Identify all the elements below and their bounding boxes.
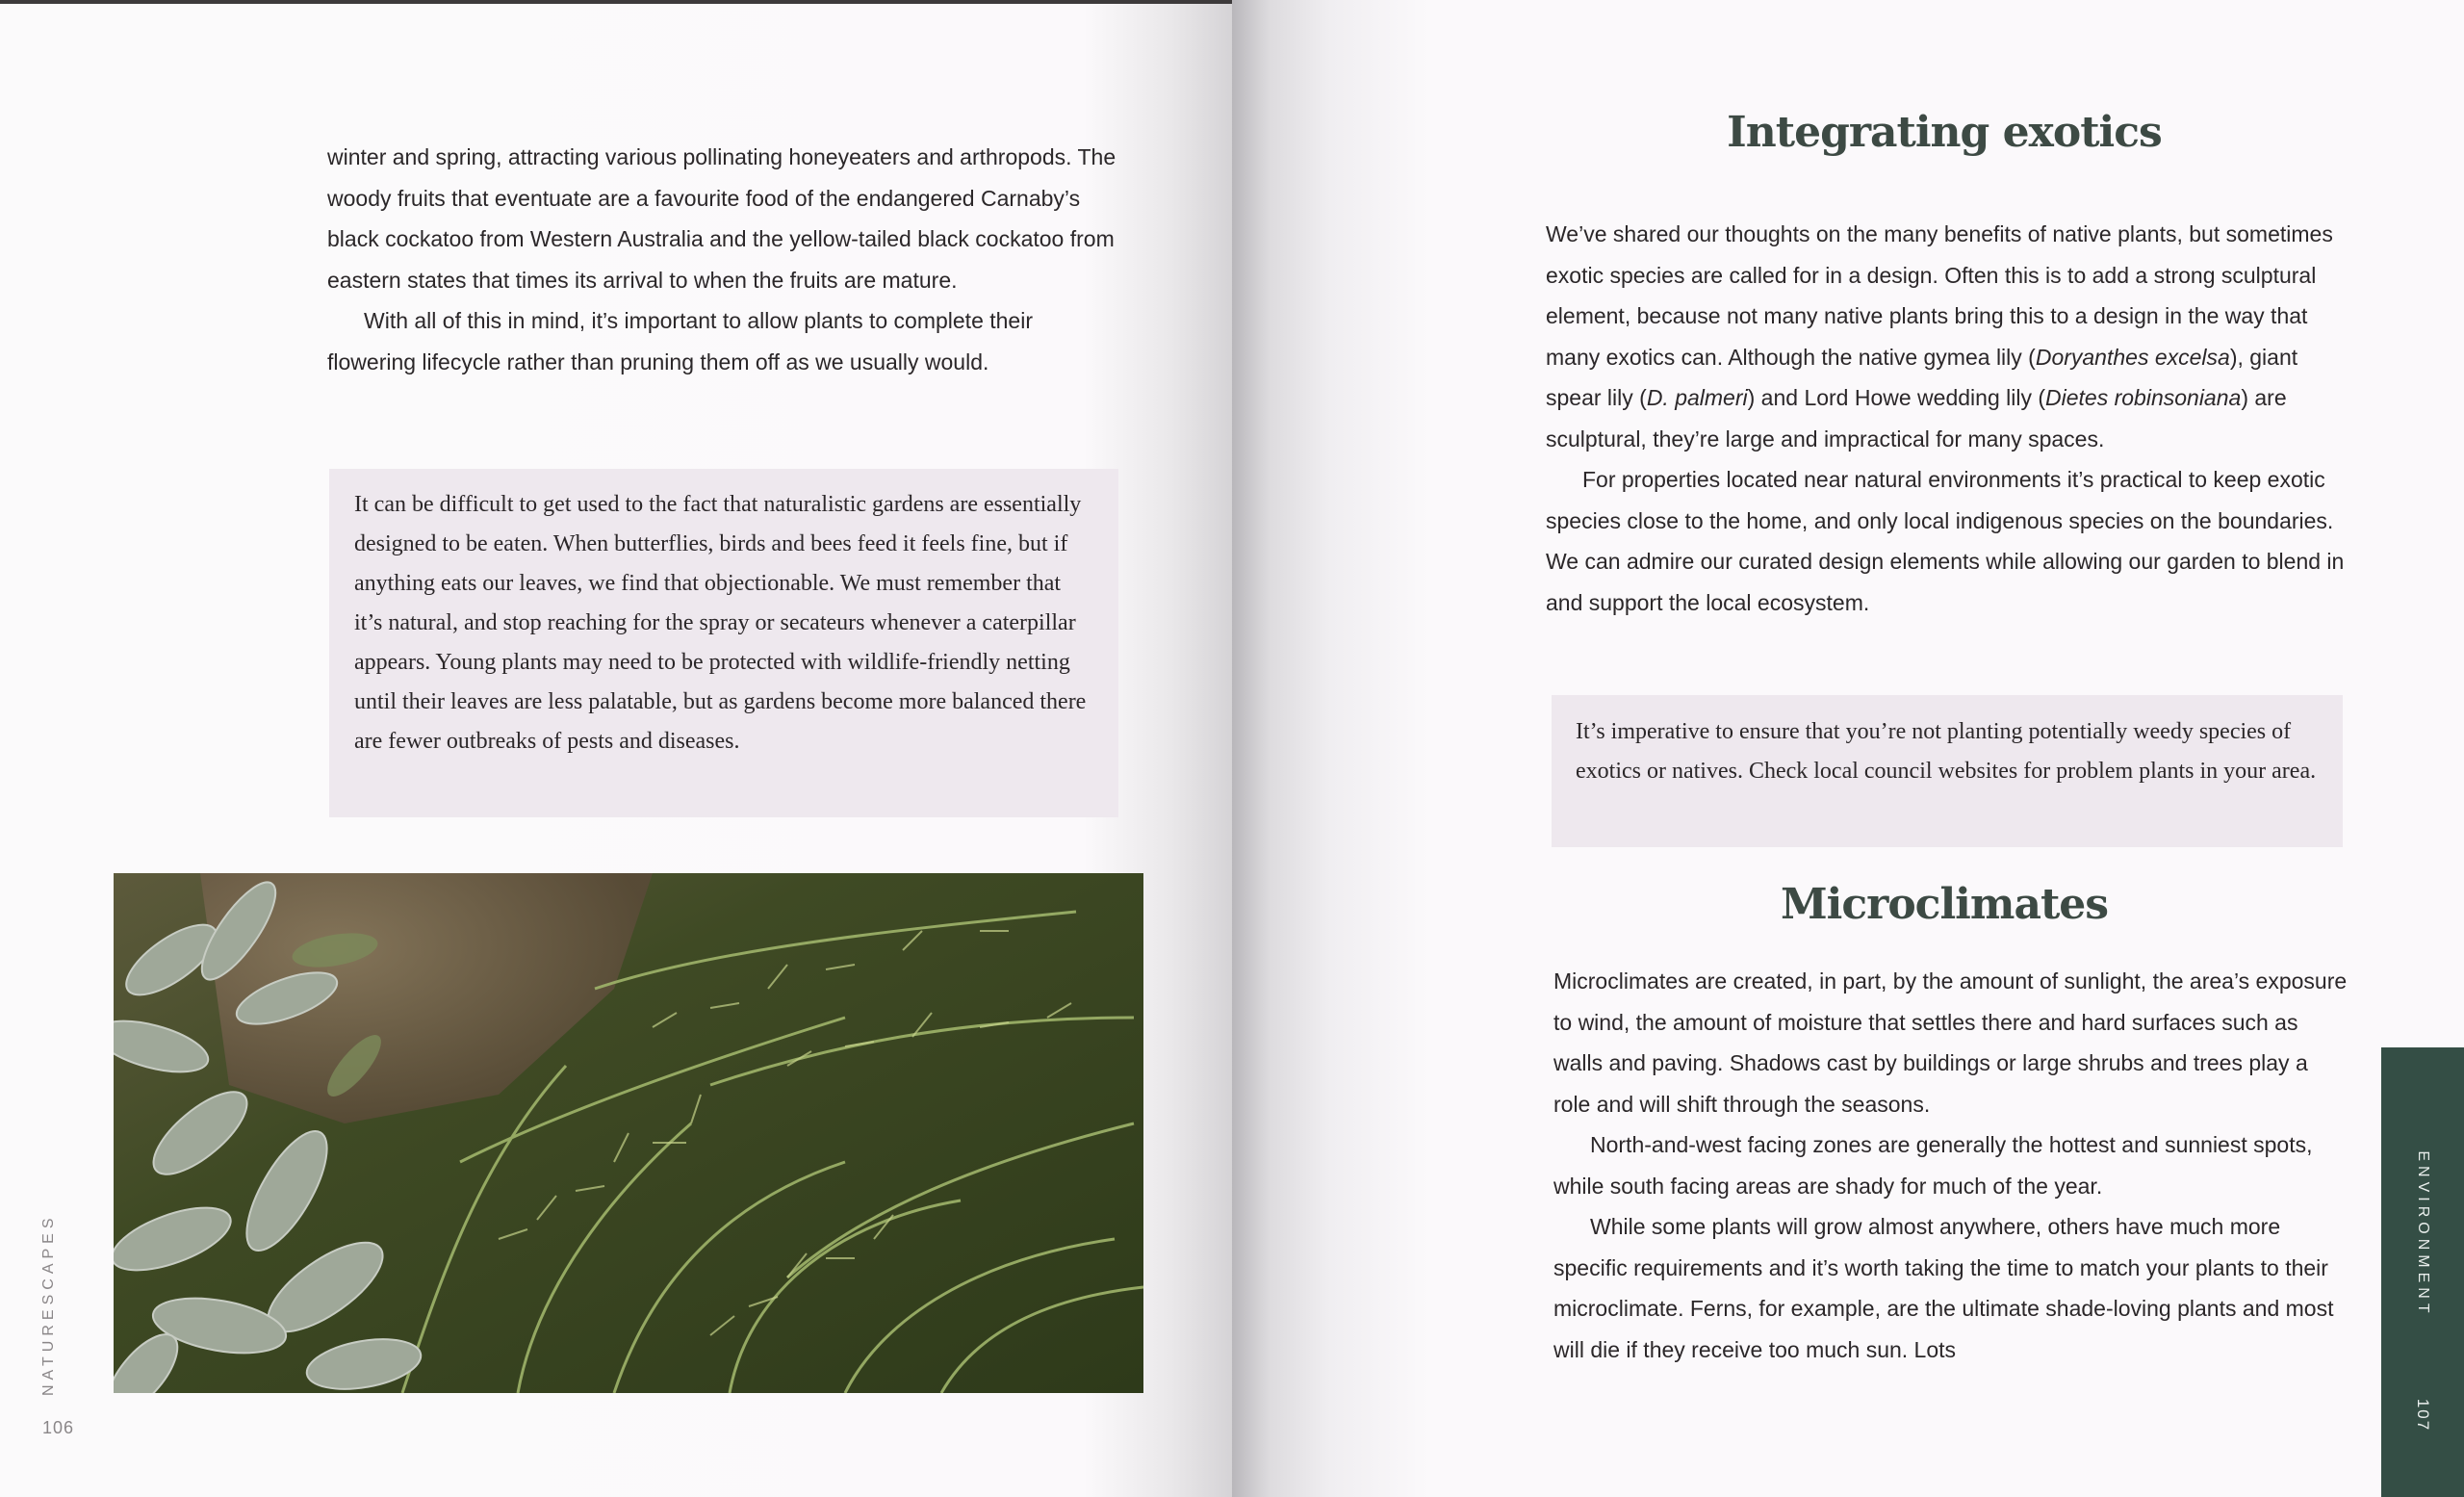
callout-text: It can be difficult to get used to the fact that naturalistic gardens are essentially designed to be eaten. When butterflies, birds and bees feed it feels fine, but if anything eats our leaves, we find that objectionable. We must remember that it’s natural, and stop reaching for the spray or secateurs whenever a caterpillar appears. Young plants may need to be protected with wildlife-friendly netting until their leaves are less palatable, but as gardens become more balanced there are fewer outbreaks of pests and diseases. bbox=[354, 492, 1087, 754]
text-run: We’ve shared our thoughts on the many benefits of native plants, but sometimes exotic species are called for in a design. Often this is to add a strong sculptural element, because not many native plants bring this to a design in the way that many exotics can. Although the native gymea lily ( bbox=[1546, 221, 2333, 370]
callout-box bbox=[1552, 695, 2343, 847]
page-number: 106 bbox=[42, 1418, 75, 1437]
paragraph: Microclimates are created, in part, by the amount of sunlight, the area’s exposure to wind, the amount of moisture that settles there and hard surfaces such as walls and paving. Shadows cast by buildings or large shrubs and trees play a role and will shift through the seasons. bbox=[1553, 968, 2348, 1117]
text-run: ) are sculptural, they’re large and impractical for many spaces. bbox=[1546, 385, 2287, 452]
callout-box bbox=[329, 469, 1118, 817]
running-head: NATURESCAPES bbox=[40, 1213, 57, 1396]
page-number: 107 bbox=[2414, 1398, 2432, 1432]
paragraph: For properties located near natural environments it’s practical to keep exotic species close to the home, and only local indigenous species on the boundaries. We can admire our curated design elements while allowing our garden to blend in and support the local ecosystem. bbox=[1546, 467, 2345, 615]
right-body-text bbox=[1546, 214, 2345, 623]
callout-text: It’s imperative to ensure that you’re not planting potentially weedy species of exotics or natives. Check local council websites for problem plants in your area. bbox=[1576, 719, 2317, 784]
paragraph: North-and-west facing zones are generally the hottest and sunniest spots, while south facing areas are shady for much of the year. bbox=[1553, 1132, 2313, 1199]
garden-photo bbox=[114, 873, 1143, 1393]
left-body-text bbox=[327, 137, 1126, 382]
chapter-tab-label: ENVIRONMENT bbox=[2415, 1150, 2431, 1318]
paragraph: While some plants will grow almost anywhere, others have much more specific requirements and it’s worth taking the time to match your plants to their microclimate. Ferns, for example, are the ultimate shade-loving plants and most will die if they receive too much sun. Lots bbox=[1553, 1214, 2334, 1362]
species-name: Dietes robinsoniana bbox=[2045, 385, 2242, 410]
text-run: ) and Lord Howe wedding lily ( bbox=[1747, 385, 2046, 410]
species-name: Doryanthes excelsa bbox=[2035, 344, 2230, 370]
paragraph bbox=[1546, 214, 2345, 459]
species-name: D. palmeri bbox=[1646, 385, 1748, 410]
text-run: ), giant spear lily ( bbox=[1546, 344, 2298, 410]
foliage-image bbox=[114, 873, 1143, 1393]
section-heading: Microclimates bbox=[1780, 880, 2109, 929]
right-body-text bbox=[1553, 961, 2348, 1370]
paragraph: winter and spring, attracting various pollinating honeyeaters and arthropods. The woody fruits that eventuate are a favourite food of the endangered Carnaby’s black cockatoo from Western Australia and the yellow-tailed black cockatoo from eastern states that times its arrival to when the fruits are mature. bbox=[327, 144, 1116, 293]
paragraph: With all of this in mind, it’s important to allow plants to complete their flowering lifecycle rather than pruning them off as we usually would. bbox=[327, 308, 1033, 374]
top-edge bbox=[0, 0, 1232, 4]
section-heading: Integrating exotics bbox=[1727, 108, 2162, 157]
